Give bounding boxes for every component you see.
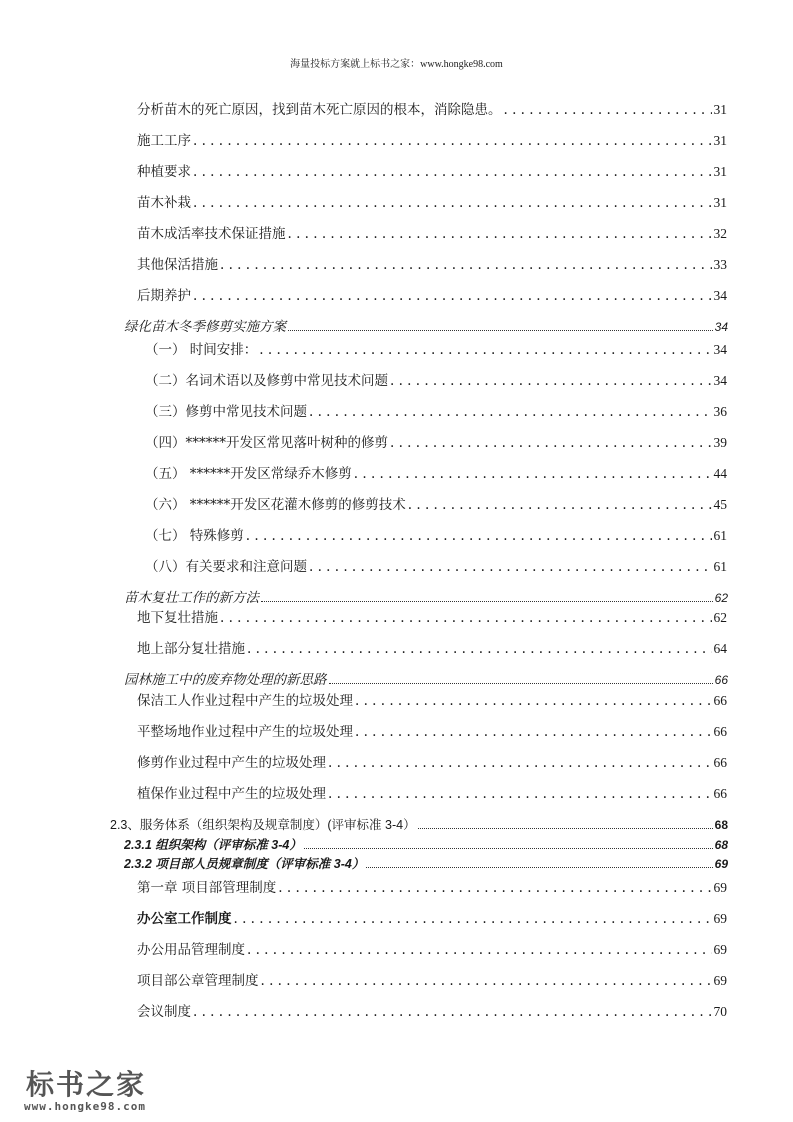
toc-entry[interactable]: （五） ******开发区常绿乔木修剪 . . . 44 xyxy=(145,462,727,482)
toc-page-number: 34 xyxy=(713,342,727,357)
toc-page-number: 66 xyxy=(713,786,727,801)
toc-page-number: 33 xyxy=(713,257,727,272)
toc-entry[interactable]: 施工工序 . . . 31 xyxy=(137,129,727,149)
toc-page-number: 32 xyxy=(713,226,727,241)
toc-section-entry[interactable]: 绿化苗木冬季修剪实施方案 34 xyxy=(124,319,728,335)
toc-page-number: 68 xyxy=(714,818,728,832)
toc-entry[interactable]: 会议制度 . . . 70 xyxy=(137,1000,727,1020)
toc-page-number: 66 xyxy=(713,724,727,739)
toc-page-number: 31 xyxy=(713,133,727,148)
toc-entry[interactable]: 地下复壮措施 . . . 62 xyxy=(137,606,727,626)
toc-entry[interactable]: 地上部分复壮措施 . . . 64 xyxy=(137,637,727,657)
toc-entry[interactable]: 保洁工人作业过程中产生的垃圾处理 . . . 66 xyxy=(137,689,727,709)
toc-page-number: 31 xyxy=(713,102,727,117)
toc-page-number: 31 xyxy=(713,164,727,179)
site-logo: 标书之家 xyxy=(26,1068,147,1101)
toc-entry[interactable]: （三）修剪中常见技术问题 . . . 36 xyxy=(145,400,727,420)
toc-entry[interactable]: 植保作业过程中产生的垃圾处理 . . . 66 xyxy=(137,782,727,802)
toc-heading-entry[interactable]: 2.3、服务体系（组织架构及规章制度）(评审标准 3-4） 68 xyxy=(110,818,728,832)
toc-page-number: 66 xyxy=(714,673,728,687)
toc-page-number: 44 xyxy=(713,466,727,481)
toc-page-number: 69 xyxy=(713,973,727,988)
toc-entry[interactable]: （七） 特殊修剪 . . . 61 xyxy=(145,524,727,544)
toc-entry[interactable]: （一） 时间安排： . . . 34 xyxy=(145,338,727,358)
toc-entry[interactable]: 平整场地作业过程中产生的垃圾处理 . . . 66 xyxy=(137,720,727,740)
toc-entry[interactable]: 分析苗木的死亡原因，找到苗木死亡原因的根本，消除隐患。 . . . 31 xyxy=(137,98,727,118)
toc-page-number: 69 xyxy=(713,880,727,895)
toc-entry[interactable]: 第一章 项目部管理制度 . . . 69 xyxy=(137,876,727,896)
toc-entry[interactable]: 项目部公章管理制度 . . . 69 xyxy=(137,969,727,989)
toc-page-number: 70 xyxy=(713,1004,727,1019)
toc-page-number: 61 xyxy=(713,559,727,574)
toc-section-entry[interactable]: 苗木复壮工作的新方法 62 xyxy=(124,590,728,606)
toc-page-number: 34 xyxy=(714,320,728,334)
toc-subheading-entry[interactable]: 2.3.2 项目部人员规章制度（评审标准 3-4） 69 xyxy=(124,857,728,871)
toc-entry[interactable]: （二）名词术语以及修剪中常见技术问题 . . . 34 xyxy=(145,369,727,389)
toc-entry[interactable]: 修剪作业过程中产生的垃圾处理 . . . 66 xyxy=(137,751,727,771)
toc-entry[interactable]: （四）******开发区常见落叶树种的修剪 . . . 39 xyxy=(145,431,727,451)
toc-entry[interactable]: （六） ******开发区花灌木修剪的修剪技术 . . . 45 xyxy=(145,493,727,513)
toc-page-number: 66 xyxy=(713,693,727,708)
toc-page-number: 45 xyxy=(713,497,727,512)
toc-page-number: 61 xyxy=(713,528,727,543)
toc-page-number: 69 xyxy=(713,911,727,926)
toc-entry[interactable]: 种植要求 . . . 31 xyxy=(137,160,727,180)
toc-page-number: 62 xyxy=(713,610,727,625)
page-header: 海量投标方案就上标书之家：www.hongke98.com xyxy=(290,59,503,70)
toc-page-number: 34 xyxy=(713,288,727,303)
toc-section-entry[interactable]: 园林施工中的废弃物处理的新思路 66 xyxy=(124,672,728,688)
toc-entry[interactable]: 办公室工作制度 . . . 69 xyxy=(137,907,727,927)
toc-entry[interactable]: （八）有关要求和注意问题 . . . 61 xyxy=(145,555,727,575)
toc-page-number: 64 xyxy=(713,641,727,656)
toc-entry[interactable]: 苗木补栽 . . . 31 xyxy=(137,191,727,211)
toc-page-number: 69 xyxy=(714,857,728,871)
toc-page-number: 62 xyxy=(714,591,728,605)
toc-page-number: 39 xyxy=(713,435,727,450)
toc-page-number: 69 xyxy=(713,942,727,957)
toc-entry[interactable]: 后期养护 . . . 34 xyxy=(137,284,727,304)
toc-subheading-entry[interactable]: 2.3.1 组织架构（评审标准 3-4） 68 xyxy=(124,838,728,852)
site-url[interactable]: www.hongke98.com xyxy=(24,1100,146,1113)
toc-entry[interactable]: 办公用品管理制度 . . . 69 xyxy=(137,938,727,958)
toc-page-number: 66 xyxy=(713,755,727,770)
toc-entry[interactable]: 其他保活措施 . . . 33 xyxy=(137,253,727,273)
toc-page-number: 68 xyxy=(714,838,728,852)
toc-page-number: 36 xyxy=(713,404,727,419)
toc-entry[interactable]: 苗木成活率技术保证措施 . . . 32 xyxy=(137,222,727,242)
toc-page-number: 34 xyxy=(713,373,727,388)
toc-page-number: 31 xyxy=(713,195,727,210)
